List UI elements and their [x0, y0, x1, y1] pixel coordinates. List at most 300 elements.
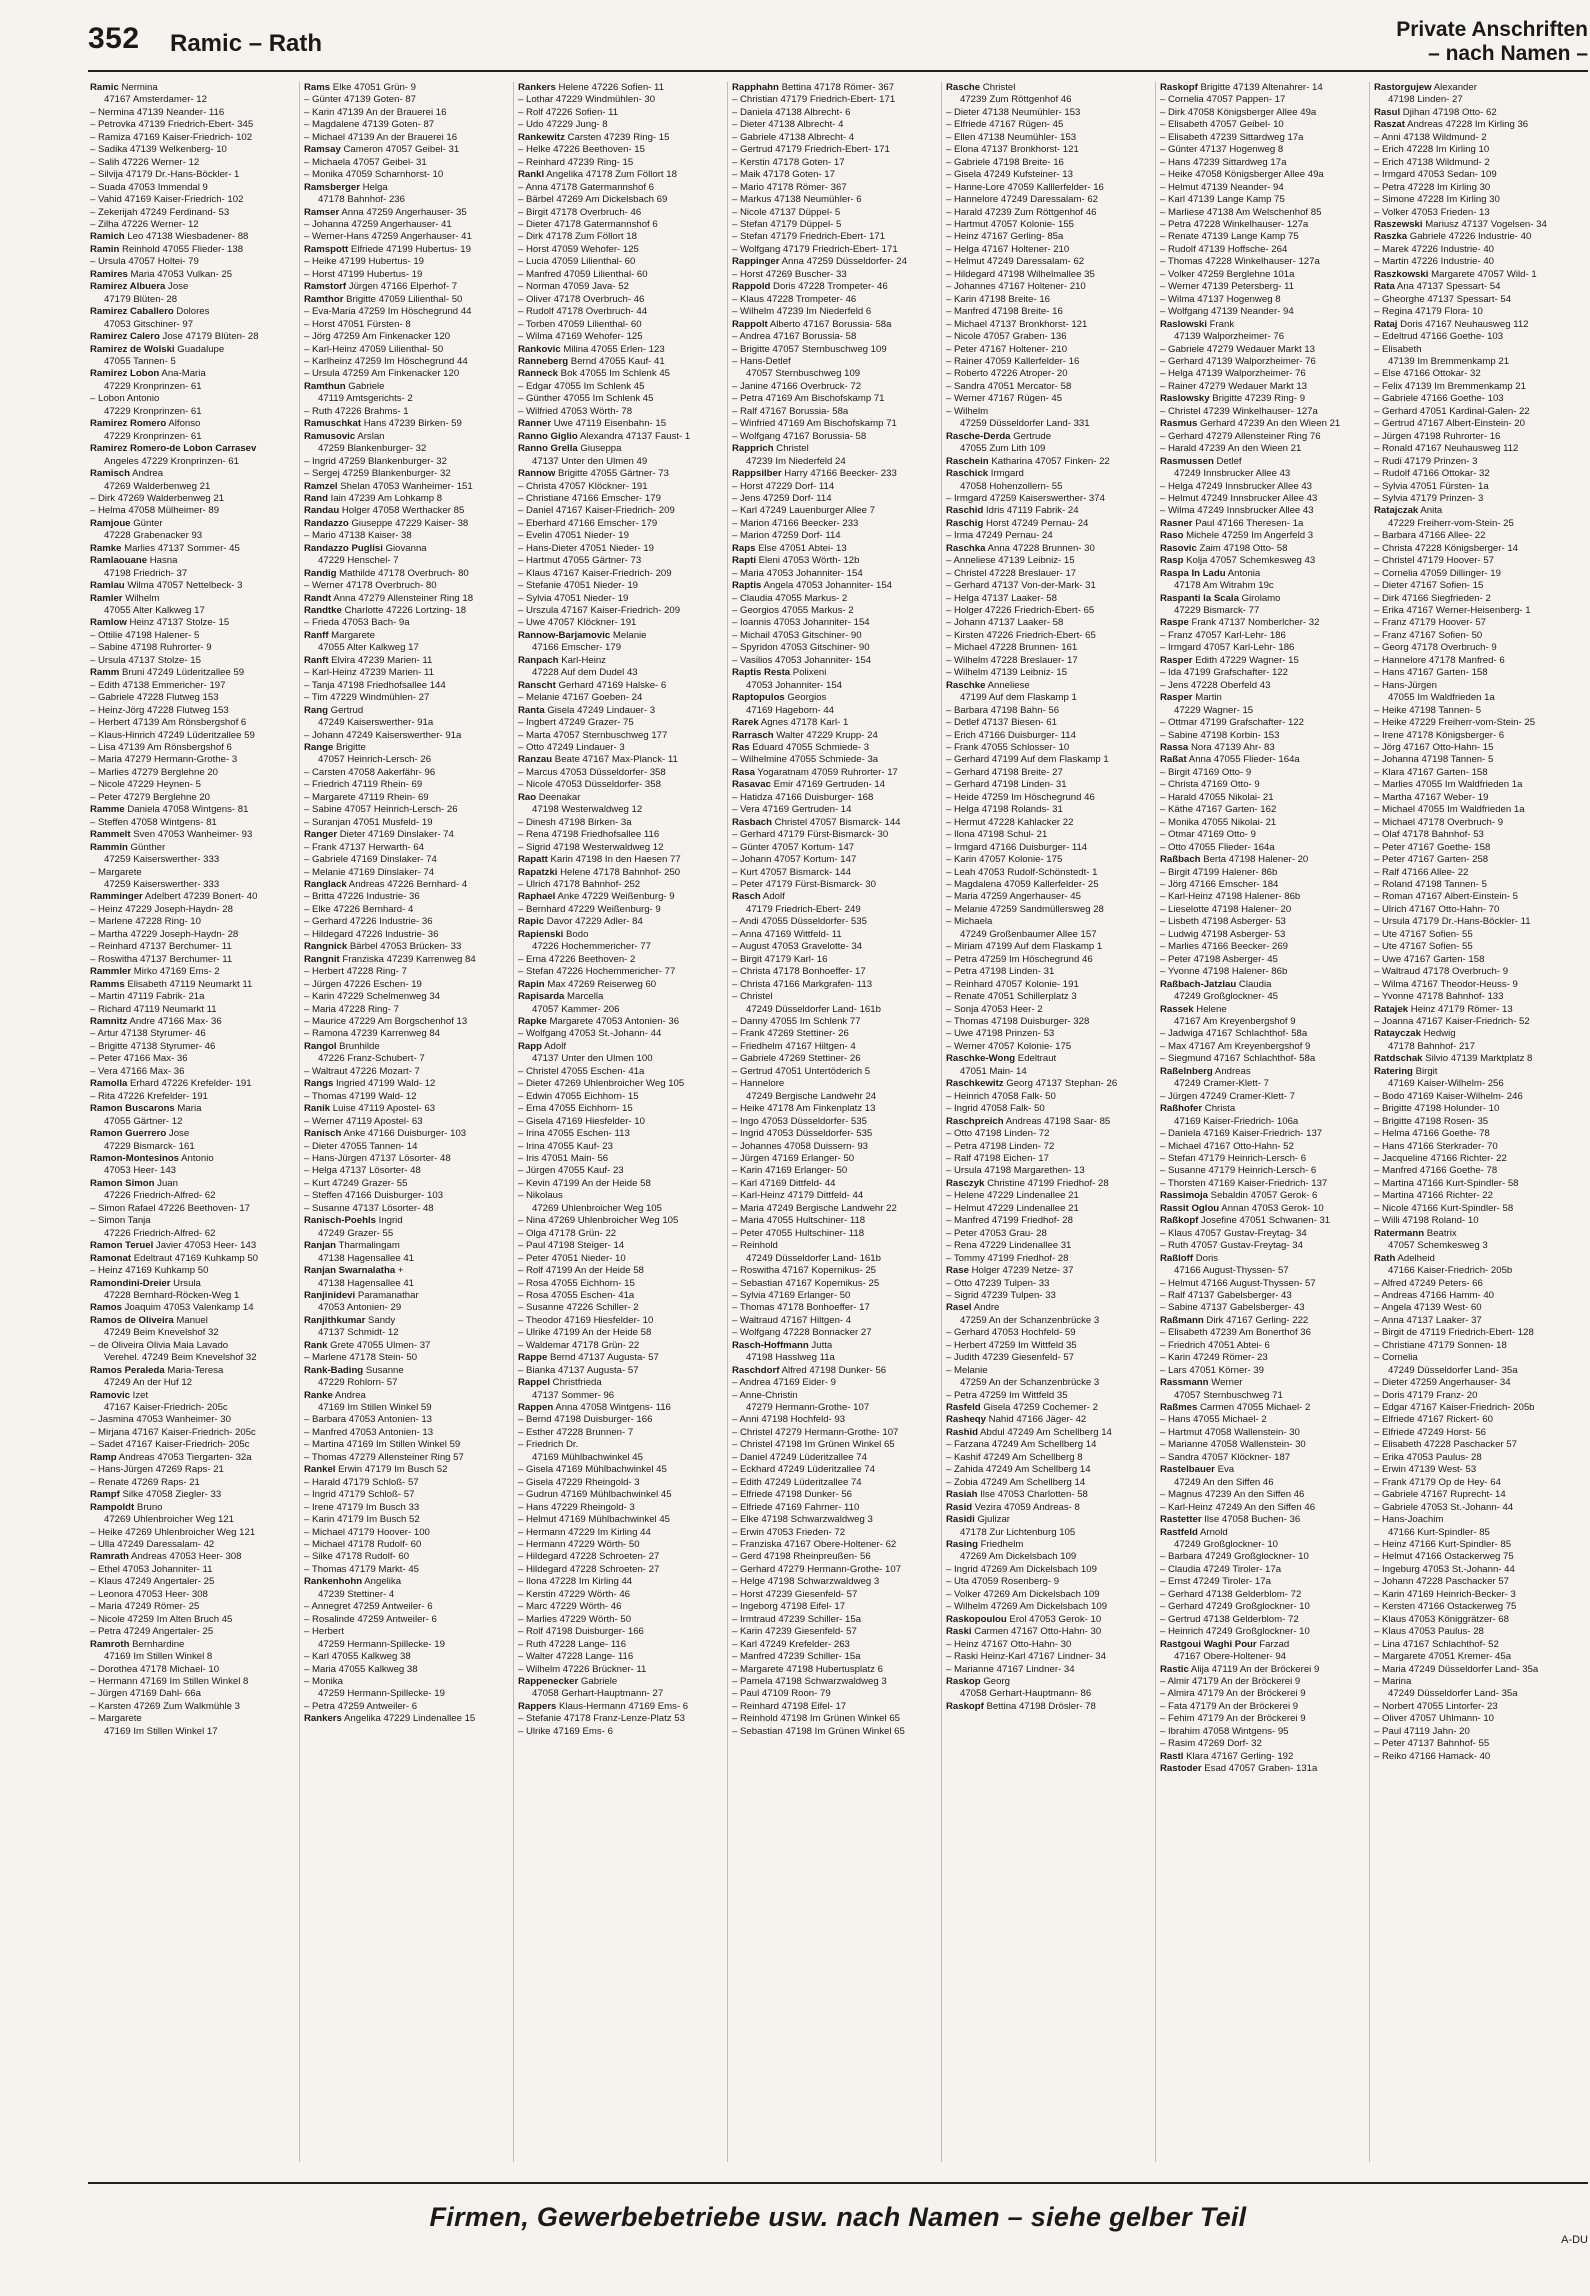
- listing-entry: – Franz 47167 Sofien- 50: [1374, 629, 1483, 641]
- listing-entry: – Petra 47259 Im Wittfeld 35: [946, 1389, 1068, 1401]
- listing-entry: – Olga 47178 Grün- 22: [518, 1227, 617, 1239]
- surname: Rangs: [304, 1078, 334, 1090]
- listing-entry: – Irina 47055 Eschen- 113: [518, 1128, 630, 1140]
- listing-entry: – Christel 47228 Breslauer- 17: [946, 567, 1077, 579]
- surname: Ranft: [304, 654, 329, 666]
- listing-entry: – Ralf 47198 Eichen- 17: [946, 1152, 1049, 1164]
- listing-entry: [90, 593, 296, 605]
- listing-entry: – Gabriele 47169 Dinslaker- 74: [304, 854, 437, 866]
- listing-entry: [1160, 1639, 1366, 1651]
- listing-entry: – Edith 47249 Lüderitzallee 74: [732, 1476, 862, 1488]
- listing-entry: – Elfriede 47169 Fahrner- 110: [732, 1501, 860, 1513]
- surname: Ranglack: [304, 879, 347, 890]
- listing-entry: [304, 493, 510, 505]
- surname: Ramsay: [304, 144, 341, 156]
- listing-entry: 47058 Gerhart-Hauptmann- 86: [960, 1688, 1092, 1700]
- listing-entry: – Marion 47259 Dorf- 114: [732, 530, 841, 542]
- listing-entry: – Joanna 47167 Kaiser-Friedrich- 52: [1374, 1015, 1530, 1027]
- listing-entry: – Vera 47166 Max- 36: [90, 1065, 185, 1077]
- listing-entry: – Birgit 47199 Halener- 86b: [1160, 866, 1278, 878]
- listing-entry: – Heike 47178 Am Finkenplatz 13: [732, 1103, 876, 1115]
- listing-entry: – Johann 47057 Kortum- 147: [732, 854, 857, 866]
- surname: Ramlow: [90, 617, 127, 629]
- entry-detail: Franziska 47239 Karrenweg 84: [339, 953, 476, 965]
- surname: Ratdschak: [1374, 1053, 1423, 1065]
- listing-entry: 47226 Franz-Schubert- 7: [318, 1053, 425, 1065]
- surname: Ramspott: [304, 243, 349, 255]
- listing-entry: Angeles 47229 Kronprinzen- 61: [104, 455, 239, 467]
- surname: Raszat: [1374, 119, 1405, 131]
- listing-entry: – Frieda 47053 Bach- 9a: [304, 617, 410, 629]
- listing-entry: [732, 817, 938, 829]
- surname: Ramovic: [90, 1389, 130, 1401]
- surname: Ramler: [90, 592, 123, 604]
- listing-entry: [946, 431, 1152, 443]
- listing-entry: [304, 381, 510, 393]
- surname: Ramlau: [90, 580, 125, 592]
- listing-entry: – Christa 47169 Otto- 9: [1160, 779, 1260, 791]
- entry-detail: Andrea: [130, 468, 164, 480]
- listing-entry: – Ingeborg 47198 Eifel- 17: [732, 1601, 846, 1613]
- listing-entry: – Jörg 47259 Am Finkenacker 120: [304, 331, 451, 343]
- surname: Rand: [304, 492, 328, 504]
- listing-entry: – Janine 47166 Overbruck- 72: [732, 380, 862, 392]
- listing-entry: – Christiane 47166 Emscher- 179: [518, 492, 661, 504]
- listing-entry: [518, 655, 724, 667]
- listing-entry: – Peter 47167 Goethe- 158: [1374, 841, 1491, 853]
- listing-entry: – Hermann 47229 Wörth- 50: [518, 1539, 640, 1551]
- listing-entry: – Jürgen 47226 Eschen- 19: [304, 978, 422, 990]
- listing-entry: – Horst 47051 Fürsten- 8: [304, 318, 411, 330]
- surname: Randt: [304, 592, 332, 604]
- listing-entry: – Peter 47167 Holtener- 210: [946, 343, 1068, 355]
- surname: Ramsberger: [304, 181, 360, 193]
- entry-detail: Tharmalingam: [336, 1240, 400, 1252]
- surname: Rashid: [946, 1426, 978, 1438]
- listing-entry: – Ursula 47259 Am Finkenacker 120: [304, 368, 460, 380]
- listing-entry: – Marion 47166 Beecker- 233: [732, 517, 859, 529]
- entry-detail: Ingried 47199 Wald- 12: [333, 1078, 436, 1090]
- entry-detail: Carmen 47167 Otto-Hahn- 30: [971, 1626, 1102, 1638]
- listing-entry: – Marlies 47055 Im Waldfrieden 1a: [1374, 779, 1523, 791]
- entry-detail: Giovanna: [382, 542, 427, 554]
- listing-entry: [946, 468, 1152, 480]
- listing-entry: – Irma 47249 Pernau- 24: [946, 530, 1053, 542]
- listing-entry: – Sebastian 47198 Im Grünen Winkel 65: [732, 1725, 905, 1737]
- listing-entry: [90, 281, 296, 293]
- surname: Ramp: [90, 1451, 117, 1463]
- entry-detail: Bruno: [134, 1501, 163, 1513]
- listing-entry: [518, 132, 724, 144]
- listing-entry: – Marlene 47178 Stein- 50: [304, 1352, 418, 1364]
- surname: Rasul: [1374, 106, 1401, 118]
- listing-column: [732, 82, 938, 2162]
- section-title-line1: Private Anschriften: [1396, 18, 1588, 41]
- listing-entry: – Dieter 47138 Neumühler- 153: [946, 106, 1081, 118]
- listing-entry: – Volker 47269 Am Dickelsbach 109: [946, 1588, 1100, 1600]
- listing-entry: – Nicole 47053 Düsseldorfer- 358: [518, 779, 661, 791]
- entry-detail: Anna 47055 Flieder- 164a: [1186, 754, 1300, 766]
- listing-entry: – Rena 47198 Friedhofsallee 116: [518, 829, 660, 841]
- listing-entry: – Hans-Detlef: [732, 355, 791, 367]
- surname: Rarek: [732, 717, 759, 729]
- listing-entry: – Tim 47229 Windmühlen- 27: [304, 692, 430, 704]
- listing-entry: – Helma 47058 Mülheimer- 89: [90, 505, 220, 517]
- listing-entry: [1160, 1664, 1366, 1676]
- listing-entry: [304, 705, 510, 717]
- surname: Rapp: [518, 1040, 542, 1052]
- listing-entry: [304, 1290, 510, 1302]
- listing-entry: [518, 1676, 724, 1688]
- entry-detail: Vezira 47059 Andreas- 8: [972, 1501, 1080, 1513]
- listing-entry: – Herbert: [304, 1626, 344, 1638]
- listing-entry: [946, 1614, 1152, 1626]
- listing-entry: – Volker 47053 Frieden- 13: [1374, 206, 1490, 218]
- listing-entry: – Peter 47055 Hultschiner- 118: [732, 1227, 865, 1239]
- listing-entry: [732, 667, 938, 679]
- surname: Rasa: [732, 766, 755, 778]
- listing-entry: 47249 Großenbaumer Allee 157: [960, 928, 1097, 940]
- listing-entry: – Claudia 47249 Tiroler- 17a: [1160, 1563, 1282, 1575]
- entry-detail: Wilhelm: [122, 592, 160, 604]
- entry-detail: Beate 47167 Max-Planck- 11: [552, 754, 678, 766]
- entry-detail: Elke 47051 Grün- 9: [330, 82, 417, 93]
- surname: Randazzo Puglisi: [304, 542, 383, 554]
- entry-detail: Shelan 47053 Wanheimer- 151: [337, 480, 473, 492]
- listing-entry: 47058 Gerhart-Hauptmann- 27: [532, 1688, 664, 1700]
- listing-entry: – Sabine 47198 Ruhrorter- 9: [90, 642, 212, 654]
- page-header: [88, 18, 1588, 66]
- entry-detail: Edeltraut: [1015, 1053, 1057, 1065]
- surname: Rappold: [732, 281, 771, 293]
- listing-entry: – Gabriele 47269 Stettiner- 26: [732, 1053, 861, 1065]
- listing-entry: – Martha 47167 Weber- 19: [1374, 791, 1489, 803]
- entry-detail: Brigitte 47239 Ring- 9: [1209, 393, 1306, 405]
- entry-detail: Angelika 47178 Zum Föllort 18: [544, 169, 677, 181]
- surname: Raßelnberg: [1160, 1065, 1213, 1077]
- surname: Ramser: [304, 206, 340, 218]
- surname: Raßkopf: [1160, 1215, 1199, 1227]
- surname: Ratermann: [1374, 1227, 1425, 1239]
- listing-entry: – Bernhard 47229 Weißenburg- 9: [518, 903, 661, 915]
- entry-detail: Ana 47137 Spessart- 54: [1394, 281, 1501, 293]
- entry-detail: Jose: [165, 281, 189, 293]
- surname: Ramos de Oliveira: [90, 1314, 174, 1326]
- listing-entry: [732, 580, 938, 592]
- listing-entry: – Lisa 47139 Am Rönsbergshof 6: [90, 742, 232, 754]
- listing-entry: – Sylvia 47169 Erlanger- 50: [732, 1289, 851, 1301]
- entry-detail: Karl-Heinz: [558, 654, 606, 666]
- column-divider: [299, 82, 300, 2162]
- listing-entry: – Jörg 47167 Otto-Hahn- 15: [1374, 742, 1494, 754]
- listing-entry: [1160, 1203, 1366, 1215]
- listing-entry: – Thomas 47228 Winkelhauser- 127a: [1160, 256, 1320, 268]
- listing-column: [90, 82, 296, 2162]
- listing-entry: – Wolfgang 47053 St.-Johann- 44: [518, 1028, 662, 1040]
- listing-entry: – Sigrid 47239 Tulpen- 33: [946, 1289, 1056, 1301]
- listing-entry: – Elfriede 47167 Rickert- 60: [1374, 1414, 1493, 1426]
- surname: Rarrasch: [732, 729, 774, 741]
- surname: Ranta: [518, 704, 545, 716]
- entry-detail: Bärbel 47053 Brücken- 33: [347, 941, 462, 953]
- surname: Rase: [946, 1265, 969, 1277]
- entry-detail: Margarete 47053 Antonien- 36: [546, 1015, 680, 1027]
- listing-entry: – Fehim 47179 An der Bröckerei 9: [1160, 1713, 1306, 1725]
- listing-entry: – Paul 47198 Steiger- 14: [518, 1240, 625, 1252]
- listing-entry: [1160, 1377, 1366, 1389]
- listing-entry: – Elona 47137 Bronkhorst- 121: [946, 144, 1079, 156]
- listing-entry: 47198 Friedrich- 37: [104, 567, 188, 579]
- listing-entry: 47178 Bahnhof- 217: [1388, 1040, 1475, 1052]
- surname: Rapienski: [518, 928, 564, 940]
- entry-detail: Bernd 47055 Kauf- 41: [568, 355, 665, 367]
- entry-detail: Claudia: [1236, 978, 1272, 990]
- listing-entry: – Yvonne 47178 Bahnhof- 133: [1374, 991, 1504, 1003]
- listing-entry: – Cornelia: [1374, 1352, 1418, 1364]
- listing-entry: – Lieselotte 47198 Halener- 20: [1160, 903, 1292, 915]
- surname: Rankel: [304, 1464, 336, 1476]
- listing-entry: – Heinz 47167 Otto-Hahn- 30: [946, 1638, 1072, 1650]
- listing-entry: – Evelin 47051 Nieder- 19: [518, 530, 629, 542]
- surname: Rappolt: [732, 318, 768, 330]
- surname: Raschkewitz: [946, 1078, 1004, 1090]
- surname: Ramjoue: [90, 517, 131, 529]
- listing-entry: – Klara 47167 Garten- 158: [1374, 766, 1488, 778]
- listing-entry: 47057 Schemkesweg 3: [1388, 1240, 1488, 1252]
- surname: Raßbach-Jatzlau: [1160, 978, 1237, 990]
- listing-entry: [90, 443, 296, 455]
- listing-entry: [1374, 1066, 1580, 1078]
- listing-entry: – Hans-Jürgen: [1374, 679, 1437, 691]
- listing-entry: – Cornelia 47059 Dillinger- 19: [1374, 567, 1501, 579]
- listing-entry: – Mario 47138 Kaiser- 38: [304, 530, 412, 542]
- entry-detail: Christine 47199 Friedhof- 28: [984, 1177, 1109, 1189]
- entry-detail: Esad 47057 Graben- 131a: [1201, 1763, 1318, 1775]
- listing-entry: [518, 431, 724, 443]
- surname: Ranisch-Poehls: [304, 1215, 376, 1227]
- listing-entry: – Kersten 47166 Ostackerweg 75: [1374, 1601, 1517, 1613]
- entry-detail: Hasna: [147, 555, 178, 567]
- listing-entry: [1160, 854, 1366, 866]
- listing-entry: – Rosa 47055 Eichhorn- 15: [518, 1277, 635, 1289]
- listing-entry: – Roswitha 47137 Berchumer- 11: [90, 953, 233, 965]
- listing-column: [304, 82, 510, 2162]
- entry-detail: Berta 47198 Halener- 20: [1200, 854, 1309, 866]
- surname: Raski: [946, 1626, 972, 1638]
- entry-detail: Dolores: [173, 306, 210, 318]
- entry-detail: Nahid 47166 Jäger- 42: [986, 1414, 1087, 1426]
- entry-detail: Susanne: [363, 1364, 404, 1376]
- surname: Ramzel: [304, 480, 338, 492]
- listing-entry: – Hans 47166 Sterkrader- 70: [1374, 1140, 1498, 1152]
- listing-entry: – Hildegard 47226 Industrie- 36: [304, 928, 439, 940]
- entry-detail: Antonio: [179, 1152, 214, 1164]
- listing-entry: [946, 1116, 1152, 1128]
- listing-entry: – Helmut 47169 Mühlbachwinkel 45: [518, 1514, 670, 1526]
- listing-entry: – Marek 47226 Industrie- 40: [1374, 243, 1494, 255]
- listing-entry: 47279 Hermann-Grothe- 107: [746, 1402, 870, 1414]
- surname: Rammin: [90, 841, 128, 853]
- listing-entry: – Erna 47055 Eichhorn- 15: [518, 1103, 633, 1115]
- listing-entry: – Gerhard 47053 Hochfeld- 59: [946, 1327, 1076, 1339]
- listing-entry: [518, 991, 724, 1003]
- entry-detail: Birgit: [1412, 1065, 1438, 1077]
- listing-entry: 47228 Bernhard-Röcken-Weg 1: [104, 1289, 240, 1301]
- surname: Ramirez de Wolski: [90, 343, 175, 355]
- surname: Ratering: [1374, 1065, 1413, 1077]
- listing-entry: – Ruth 47228 Lange- 116: [518, 1638, 627, 1650]
- listing-entry: – Steffen 47058 Wintgens- 81: [90, 816, 217, 828]
- listing-entry: – Eva-Maria 47259 Im Höschegrund 44: [304, 306, 472, 318]
- listing-entry: – Michael 47178 Overbruch- 9: [1374, 816, 1504, 828]
- listing-entry: – Christel: [732, 991, 773, 1003]
- entry-detail: Christa: [1202, 1103, 1236, 1115]
- listing-entry: – Werner 47167 Rügen- 45: [946, 393, 1063, 405]
- listing-entry: [304, 431, 510, 443]
- listing-entry: – Petra 47198 Linden- 31: [946, 966, 1055, 978]
- listing-entry: – Marianne 47058 Wallenstein- 30: [1160, 1439, 1306, 1451]
- surname: Raßloff: [1160, 1252, 1194, 1264]
- listing-entry: – Vahid 47169 Kaiser-Friedrich- 102: [90, 194, 244, 206]
- listing-entry: – Gerhard 47279 Allensteiner Ring 76: [1160, 430, 1321, 442]
- listing-entry: [518, 1352, 724, 1364]
- listing-entry: [732, 730, 938, 742]
- listing-entry: – Johann 47228 Paschacker 57: [1374, 1576, 1509, 1588]
- surname: Rangol: [304, 1040, 337, 1052]
- listing-entry: [946, 1414, 1152, 1426]
- listing-entry: – Zekerijah 47249 Ferdinand- 53: [90, 206, 230, 218]
- listing-entry: 47226 Friedrich-Alfred- 62: [104, 1190, 216, 1202]
- entry-detail: Andreas 47053 Heer- 308: [128, 1551, 242, 1563]
- entry-detail: Agnes 47178 Karl- 1: [758, 717, 849, 729]
- listing-entry: – Elisabeth 47228 Paschacker 57: [1374, 1439, 1517, 1451]
- surname: Rastoder: [1160, 1763, 1202, 1775]
- listing-entry: – Max 47167 Am Kreyenbergshof 9: [1160, 1040, 1311, 1052]
- listing-entry: – Günter 47139 Goten- 87: [304, 94, 417, 106]
- listing-entry: – Gerhard 47179 Fürst-Bismarck- 30: [732, 829, 889, 841]
- listing-entry: – Irmgard 47053 Sedan- 109: [1374, 169, 1497, 181]
- listing-entry: – Willi 47198 Roland- 10: [1374, 1215, 1479, 1227]
- entry-detail: Andrea: [332, 1389, 366, 1401]
- listing-entry: – Gisela 47249 Kufsteiner- 13: [946, 169, 1073, 181]
- entry-detail: Ilse 47058 Buchen- 36: [1201, 1514, 1301, 1526]
- listing-entry: – Lina 47167 Schlachthof- 52: [1374, 1638, 1499, 1650]
- surname: Ramires: [90, 268, 128, 280]
- entry-detail: Javier 47053 Heer- 143: [153, 1240, 257, 1252]
- listing-entry: – Peter 47167 Garten- 258: [1374, 854, 1489, 866]
- entry-detail: Katharina 47057 Finken- 22: [988, 455, 1110, 467]
- listing-entry: – Hannelore 47178 Manfred- 6: [1374, 654, 1505, 666]
- entry-detail: Georgios: [784, 692, 827, 704]
- listing-entry: – Kashif 47249 Am Schellberg 8: [946, 1451, 1083, 1463]
- listing-entry: – Reinhard 47057 Kolonie- 191: [946, 978, 1079, 990]
- listing-entry: [304, 1078, 510, 1090]
- entry-detail: Edith 47229 Wagner- 15: [1192, 654, 1299, 666]
- surname: Ramirez Caballero: [90, 306, 174, 318]
- entry-detail: Kolja 47057 Schemkesweg 43: [1183, 555, 1316, 567]
- listing-entry: – Gabriele 47166 Goethe- 103: [1374, 393, 1504, 405]
- column-divider: [1369, 82, 1370, 2162]
- listing-entry: – Barbara 47249 Großglockner- 10: [1160, 1551, 1309, 1563]
- listing-entry: 47249 Kaiserswerther- 91a: [318, 717, 434, 729]
- listing-entry: – Uwe 47057 Klöckner- 191: [518, 617, 637, 629]
- entry-detail: Brigitte 47055 Gärtner- 73: [555, 468, 669, 480]
- entry-detail: Annan 47053 Gerok- 10: [1219, 1202, 1324, 1214]
- listing-entry: – Ute 47167 Sofien- 55: [1374, 941, 1473, 953]
- surname: Rams: [304, 82, 331, 93]
- listing-entry: – Edwin 47055 Eichhorn- 15: [518, 1090, 639, 1102]
- listing-entry: – Peter 47179 Fürst-Bismarck- 30: [732, 879, 876, 890]
- listing-entry: – Michael 47137 Bronkhorst- 121: [946, 318, 1088, 330]
- surname: Raßat: [1160, 754, 1187, 766]
- listing-entry: – Dieter 47269 Uhlenbroicher Weg 105: [518, 1078, 685, 1090]
- entry-detail: Abdul 47249 Am Schellberg 14: [978, 1426, 1112, 1438]
- listing-entry: – Friedrich Dr.: [518, 1439, 579, 1451]
- surname: Raßbach: [1160, 854, 1201, 866]
- surname: Ranger: [304, 829, 338, 841]
- entry-detail: Anke 47166 Duisburger- 103: [341, 1128, 467, 1140]
- surname: Ramirez Albuera: [90, 281, 166, 293]
- listing-entry: – Hans 47229 Rheingold- 3: [518, 1501, 635, 1513]
- listing-entry: – Michael 47178 Rudolf- 60: [304, 1539, 422, 1551]
- listing-entry: [90, 1016, 296, 1028]
- listing-entry: 47055 Zum Lith 109: [960, 443, 1046, 455]
- surname: Rapisarda: [518, 991, 565, 1003]
- listing-entry: – Mirjana 47167 Kaiser-Friedrich- 205c: [90, 1426, 256, 1438]
- listing-entry: [1160, 1103, 1366, 1115]
- listing-entry: – Kevin 47199 An der Heide 58: [518, 1177, 651, 1189]
- surname: Ramthun: [304, 380, 346, 392]
- listing-entry: – Manfred 47199 Friedhof- 28: [946, 1215, 1073, 1227]
- listing-entry: – Petra 47228 Im Kirling 30: [1374, 181, 1491, 193]
- entry-detail: Irmgard: [988, 468, 1024, 480]
- surname: Ramirez Romero: [90, 418, 167, 430]
- listing-entry: – Herbert 47139 Am Rönsbergshof 6: [90, 717, 247, 729]
- listing-entry: 47169 Im Stillen Winkel 8: [104, 1651, 213, 1663]
- listing-entry: – Ernst 47249 Tiroler- 17a: [1160, 1576, 1271, 1588]
- surname: Raskop: [946, 1676, 981, 1687]
- column-divider: [727, 82, 728, 2162]
- listing-entry: 47167 Obere-Holtener- 94: [1174, 1651, 1286, 1663]
- listing-entry: [946, 1701, 1152, 1713]
- entry-detail: Alexander: [1431, 82, 1477, 93]
- listing-entry: [946, 82, 1152, 94]
- listing-entry: – Jadwiga 47167 Schlachthof- 58a: [1160, 1028, 1308, 1040]
- surname: Ranneberg: [518, 355, 569, 367]
- listing-entry: 47249 Großglockner- 45: [1174, 991, 1278, 1003]
- listing-entry: – Ruth 47057 Gustav-Freytag- 34: [1160, 1240, 1303, 1252]
- listing-entry: – Helmut 47249 Daressalam- 62: [946, 256, 1085, 268]
- listing-entry: – Anne-Christin: [732, 1389, 798, 1401]
- listing-entry: [518, 82, 724, 94]
- entry-detail: Christel: [773, 443, 809, 455]
- entry-detail: Dirk 47167 Gerling- 222: [1203, 1314, 1309, 1326]
- listing-entry: – Artur 47138 Styrumer- 46: [90, 1028, 206, 1040]
- listing-entry: [304, 1713, 510, 1725]
- listing-entry: [1374, 281, 1580, 293]
- surname: Ranner: [518, 418, 552, 430]
- listing-entry: – Karl-Heinz 47198 Halener- 86b: [1160, 891, 1301, 903]
- listing-entry: – Gertrud 47138 Gelderblom- 72: [1160, 1613, 1299, 1625]
- listing-entry: – Margarete 47119 Rhein- 69: [304, 791, 429, 803]
- listing-entry: – Günther 47055 Im Schlenk 45: [518, 393, 654, 405]
- listing-entry: – Urszula 47167 Kaiser-Friedrich- 209: [518, 605, 681, 617]
- listing-entry: – Dieter 47167 Sofien- 15: [1374, 580, 1484, 592]
- surname: Rappsilber: [732, 468, 782, 480]
- listing-entry: – Wilhelm 47269 Am Dickelsbach 109: [946, 1601, 1108, 1613]
- listing-entry: – Richard 47119 Neumarkt 11: [90, 1003, 217, 1015]
- listing-entry: – Sabine 47137 Gabelsberger- 43: [1160, 1302, 1305, 1314]
